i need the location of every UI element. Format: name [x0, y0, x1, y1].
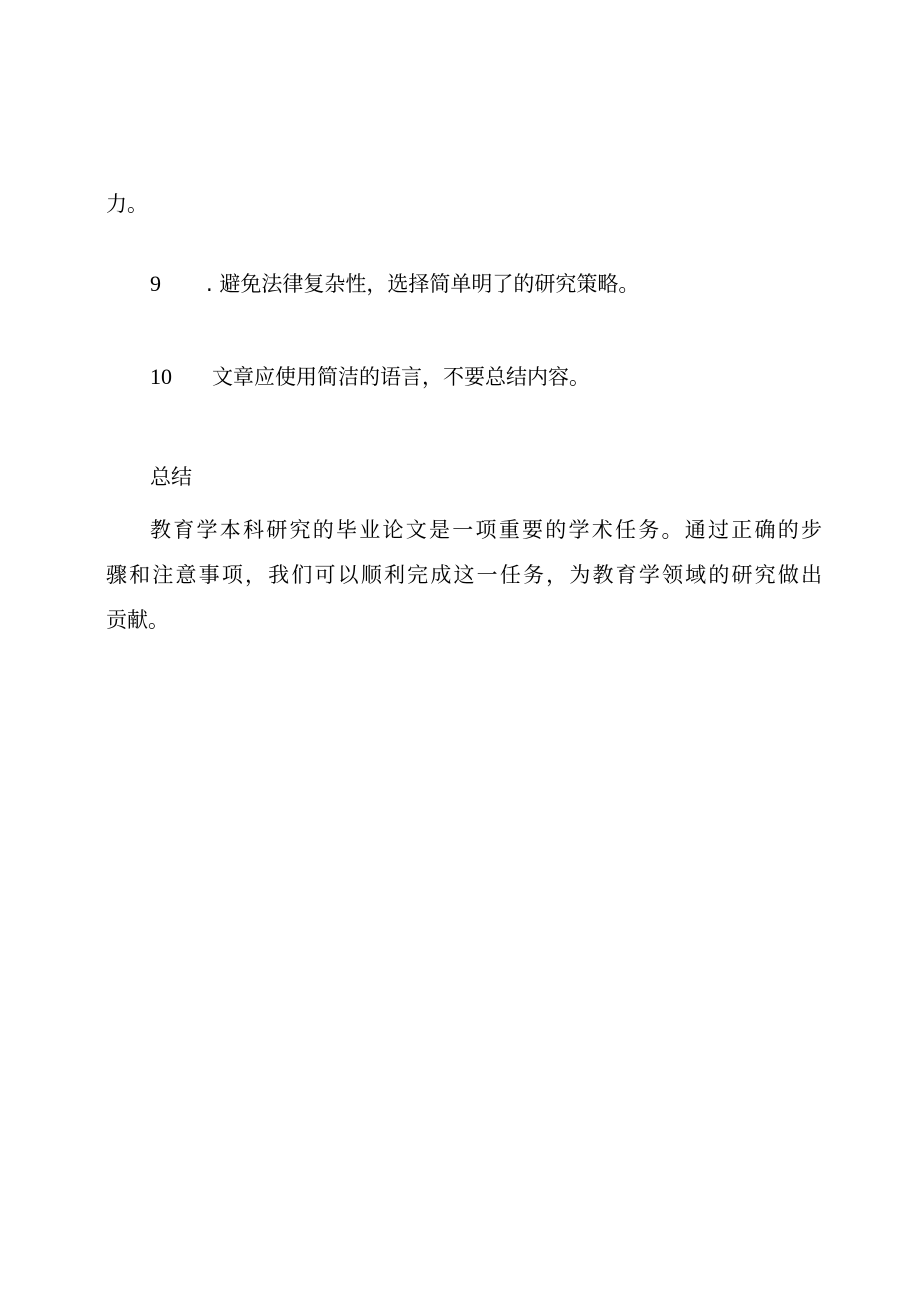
- paragraph-line: 贡献。: [106, 608, 169, 632]
- list-item-number: 9: [150, 271, 161, 296]
- continuation-text: 力。: [106, 192, 148, 216]
- list-item-number: 10: [150, 364, 172, 389]
- summary-heading: 总结: [150, 465, 192, 489]
- paragraph-line: 骤和注意事项，我们可以顺利完成这一任务，为教育学领域的研究做出: [106, 563, 822, 587]
- list-item-text: 文章应使用简洁的语言，不要总结内容。: [212, 365, 590, 389]
- list-item-text: . 避免法律复杂性，选择简单明了的研究策略。: [206, 272, 640, 296]
- paragraph-line: 教育学本科研究的毕业论文是一项重要的学术任务。通过正确的步: [150, 518, 822, 542]
- summary-paragraph: [106, 508, 822, 643]
